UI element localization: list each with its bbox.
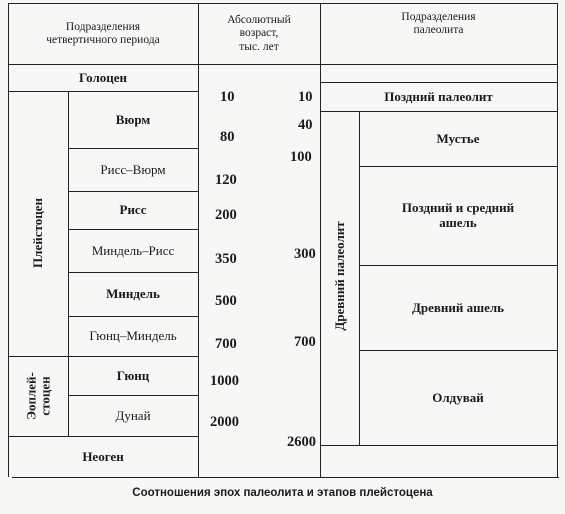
late-paleolithic-label: Поздний палеолит [384, 88, 493, 104]
figure-caption: Соотношения эпох палеолита и этапов плейстоцена [132, 487, 433, 499]
stage-gunz-mindel-label: Гюнц–Миндель [89, 328, 177, 344]
header-quaternary [8, 4, 198, 64]
age-left-80: 80 [220, 129, 235, 145]
culture-late-middle-acheulean [359, 167, 557, 265]
table-border-bottom [12, 477, 559, 478]
stage-riss-wurm-label: Рисс–Вюрм [100, 161, 166, 177]
stage-riss-label: Рисс [119, 202, 147, 218]
stage-wurm [68, 92, 198, 148]
olduvai-bottom-divider [320, 445, 557, 446]
stage-danube-label: Дунай [115, 407, 151, 423]
stage-gunz-label: Гюнц [116, 367, 150, 383]
age-left-350: 350 [215, 251, 237, 267]
header-age-text: Абсолютный возраст, тыс. лет [227, 14, 291, 53]
column-divider-left [198, 3, 199, 477]
eopleistocene-text: Эоплей- стоцен [23, 372, 52, 420]
neogene-cell [8, 437, 198, 477]
stage-wurm-label: Вюрм [115, 111, 151, 127]
age-left-700: 700 [215, 336, 237, 352]
late-paleolithic-cell [320, 83, 557, 111]
age-left-2000: 2000 [210, 414, 239, 430]
holocene-label: Голоцен [78, 69, 127, 85]
age-right-100: 100 [290, 149, 312, 165]
age-left-10: 10 [220, 89, 235, 105]
holocene-cell [8, 65, 198, 91]
age-left-1000: 1000 [210, 373, 239, 389]
culture-late-middle-acheulean-label: Поздний и средний ашель [401, 200, 515, 230]
culture-olduvai [359, 351, 557, 445]
pleistocene-label: Плейстоцен [30, 198, 45, 268]
age-right-700: 700 [294, 334, 316, 350]
age-left-120: 120 [215, 172, 237, 188]
header-quaternary-text: Подразделения четвертичного периода [46, 20, 160, 46]
age-right-40: 40 [298, 117, 313, 133]
stage-mindel-riss [68, 230, 198, 272]
stage-mindel-riss-label: Миндель–Рисс [91, 242, 175, 258]
header-age [198, 4, 320, 64]
age-right-2600: 2600 [287, 434, 316, 450]
stage-riss [68, 192, 198, 229]
culture-mousterian-label: Мустье [436, 130, 480, 146]
neogene-label: Неоген [82, 448, 124, 464]
age-left-200: 200 [215, 207, 237, 223]
eopleistocene-label [24, 372, 51, 420]
age-right-300: 300 [294, 246, 316, 262]
stage-gunz-mindel [68, 317, 198, 356]
culture-early-acheulean-label: Древний ашель [411, 299, 505, 315]
table-border-right [557, 3, 558, 477]
column-divider-right [320, 3, 321, 477]
stage-mindel-label: Миндель [106, 286, 160, 302]
culture-mousterian [359, 112, 557, 166]
stage-riss-wurm [68, 149, 198, 191]
age-right-10: 10 [298, 89, 313, 105]
age-left-500: 500 [215, 293, 237, 309]
header-paleolithic-text: Подразделения палеолита [401, 10, 476, 36]
culture-olduvai-label: Олдувай [432, 389, 484, 405]
stage-danube [68, 396, 198, 436]
culture-early-acheulean [359, 266, 557, 350]
ancient-paleolithic-label: Древний палеолит [332, 221, 347, 331]
stage-gunz [68, 357, 198, 395]
header-paleolithic [320, 4, 557, 44]
stage-mindel [68, 273, 198, 316]
